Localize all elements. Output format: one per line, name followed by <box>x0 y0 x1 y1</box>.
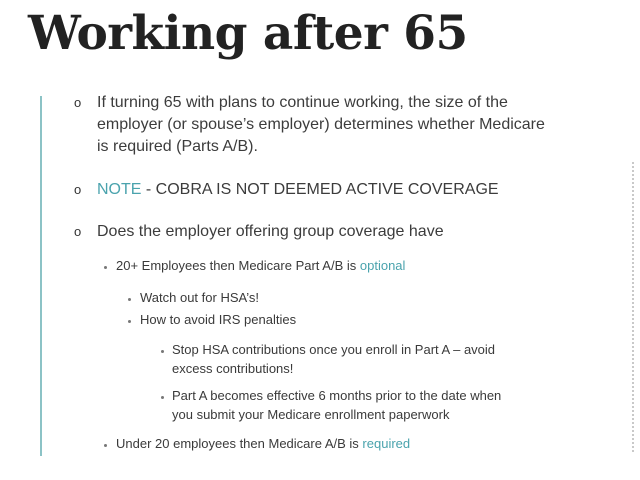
sub-bullet-line: excess contributions! <box>172 361 294 376</box>
hollow-circle-bullet-icon: o <box>74 95 82 110</box>
sub-bullet-part-a-effective <box>172 386 501 424</box>
bullet-cobra-note <box>97 179 499 201</box>
optional-label: optional <box>359 258 406 273</box>
bullet-line: is required (Parts A/B). <box>97 138 258 155</box>
sub-bullet-text: 20+ Employees then Medicare Part A/B is <box>116 258 360 273</box>
sub-bullet-line: you submit your Medicare enrollment paperwork <box>172 407 450 422</box>
left-accent-rule <box>40 96 42 456</box>
dot-bullet-icon <box>161 396 164 399</box>
bullet-medicare-employer-size <box>97 92 545 158</box>
right-dotted-divider <box>632 162 636 452</box>
bullet-line: If turning 65 with plans to continue working, the size of the <box>97 94 508 111</box>
sub-bullet-text: Under 20 employees then Medicare A/B is <box>116 436 363 451</box>
sub-bullet-line: Part A becomes effective 6 months prior to the date when <box>172 388 502 403</box>
sub-bullet-stop-hsa <box>172 340 495 378</box>
note-text: - COBRA IS NOT DEEMED ACTIVE COVERAGE <box>141 181 499 198</box>
required-label: required <box>362 436 411 451</box>
hollow-circle-bullet-icon: o <box>74 182 82 197</box>
dot-bullet-icon <box>161 350 164 353</box>
sub-bullet-twenty-plus <box>116 256 405 275</box>
hollow-circle-bullet-icon: o <box>74 224 82 239</box>
bullet-line: employer (or spouse’s employer) determines whether Medicare <box>97 116 545 133</box>
sub-bullet-line: Stop HSA contributions once you enroll in Part A – avoid <box>172 342 496 357</box>
dot-bullet-icon <box>128 320 131 323</box>
bullet-group-coverage: Does the employer offering group coverage have <box>97 223 444 240</box>
sub-bullet-irs-penalties: How to avoid IRS penalties <box>140 312 297 327</box>
sub-bullet-under-twenty <box>116 434 410 453</box>
sub-bullet-hsa: Watch out for HSA’s! <box>140 290 259 305</box>
dot-bullet-icon <box>104 266 107 269</box>
dot-bullet-icon <box>104 444 107 447</box>
dot-bullet-icon <box>128 298 131 301</box>
slide-title: Working after 65 <box>28 6 468 61</box>
note-label: NOTE <box>97 181 142 198</box>
